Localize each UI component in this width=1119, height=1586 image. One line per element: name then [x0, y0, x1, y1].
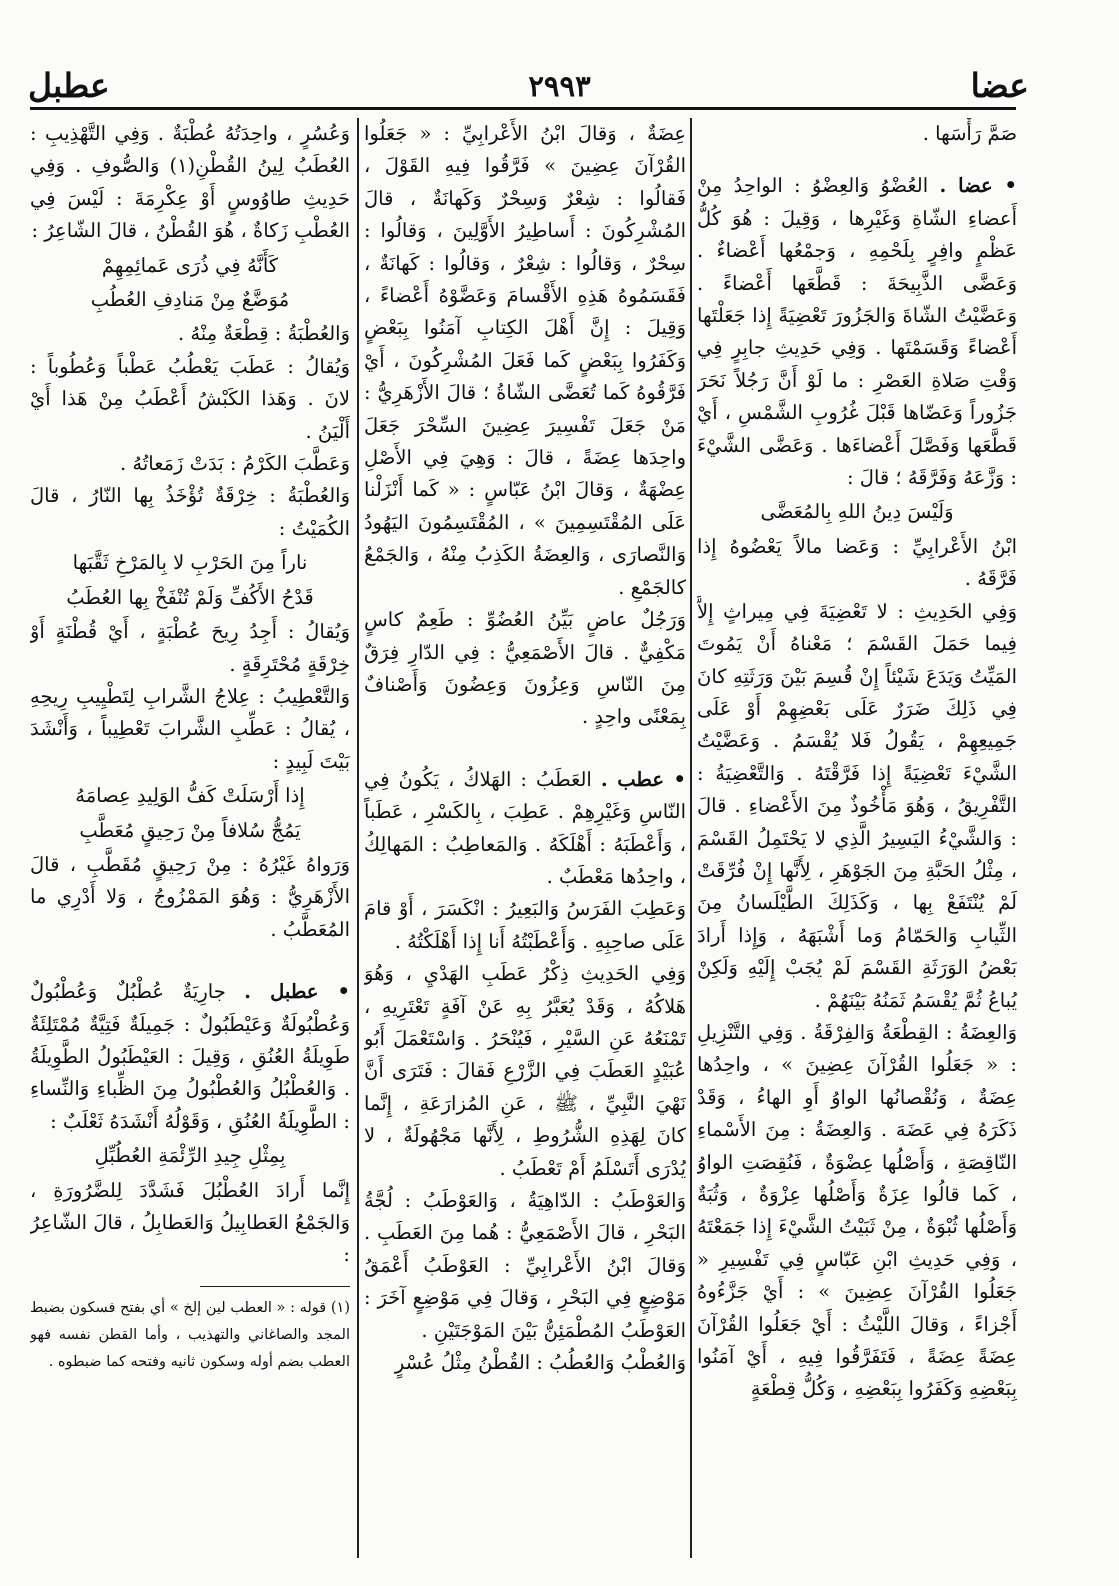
header-rule: [30, 107, 1016, 110]
entry-atbal: [30, 976, 350, 1138]
paragraph: وَفِي الحَدِيثِ : لا تَعْضِيَةَ فِي مِيراثٍ إِلاَّ فِيما حَمَلَ القَسْمَ ؛ مَعْناهُ أَنْ يَمُوتَ المَيِّتُ وَيَدَعَ شَيْئاً إِنْ قُسِمَ بَيْنَ وَرَثَتِهِ كانَ فِي ذَلِكَ ضَرَرٌ عَلَى بَعْضِهِمْ أَوْ عَلَى جَمِيعِهِمْ ، يَقُولُ فَلا يُقْسَمُ . وَعَضَّيْتُ الشَّيْءَ تَعْضِيَةً إِذا فَرَّقْتَهُ . وَالتَّعْضِيَةُ : التَّفْرِيقُ ، وَهُوَ مَأْخُوذٌ مِنَ الأَعْضاءِ . قالَ : وَالشَّيْءُ اليَسِيرُ الَّذِي لا يَحْتَمِلُ القَسْمَ ، مِثْلُ الحَبَّةِ مِنَ الجَوْهَرِ ، لِأَنَّها إِنْ فُرِّقَتْ لَمْ يُنْتَفَعْ بِها ، وَكَذَلِكَ الطَّيْلَسانُ مِنَ الثِّيابِ وَالحَمّامُ وَما أَشْبَهَهُ ، وَإِذا أَرادَ بَعْضُ الوَرَثَةِ القَسْمَ لَمْ يُجَبْ إِلَيْهِ وَلَكِنْ يُباعُ ثُمَّ يُقْسَمُ ثَمَنُهُ بَيْنَهُمْ .: [697, 599, 1017, 1012]
column-divider: [690, 118, 692, 1558]
paragraph: وَالعُطْبَةُ : قِطْعَةٌ مِنْهُ .: [177, 322, 350, 346]
paragraph: ابْنُ الأَعْرابِيِّ : وَعَضا مالاً يَعْضُوهُ إِذا فَرَّقَهُ .: [697, 534, 1017, 591]
entry-ada: [697, 170, 1017, 494]
page-number: ٢٩٩٣: [528, 69, 591, 103]
entry-text: العُضْوُ وَالعِضْوُ : الواحِدُ مِنْ أَعضاءِ الشّاةِ وَغَيْرِها ، وَقِيلَ : هُوَ كُلُّ عَظْمٍ وافِرٍ بِلَحْمِهِ ، وَجمْعُها أَعْضاءٌ . وَعَضَّى الذَّبِيحَةَ : قَطَّعَها أَعْضاءً . وَعَضَّيْتُ الشّاةَ وَالجَزُورَ تَعْضِيَةً إِذا جَعَلْتَها أَعْضاءً وَقَسَمْتَها . وَفِي حَدِيثِ جابِرٍ فِي وَقْتِ صَلاةِ العَصْرِ : ما لَوْ أَنَّ رَجُلاً نَحَرَ جَزُوراً وَعَضّاها قَبْلَ غُرُوبِ الشَّمْسِ ، أَيْ قَطَّعَها وَفَصَّلَ أَعْضاءَها . وَعَضَّى الشَّيْءَ : وَزَّعَهُ وَفَرَّقَهُ ؛ قالَ :: [697, 174, 1017, 490]
paragraph: وَعَطَّبَ الكَرْمُ : بَدَتْ زَمَعاتُهُ .: [119, 452, 350, 476]
entry-headword: • عضا .: [939, 174, 1017, 198]
paragraph: وَرَواهُ غَيْرُهُ : مِنْ رَحِيقٍ مُقَطَّبِ ، قالَ الأَزْهَرِيُّ : وَهُوَ المَمْزُوجُ ، وَلا أَدْرِي ما المُعَطَّبُ .: [30, 852, 350, 941]
paragraph: وَيُقالُ : عَطَبَ يَعْطُبُ عَطْباً وَعُطُوباً : لانَ . وَهَذا الكَبْشُ أَعْطَبُ مِنْ هَذا أَيْ أَلْيَنُ .: [30, 354, 350, 443]
entry-text: جارِيَةٌ عُطْبُلٌ وَعُطْبُولٌ وَعُطْبُولَةٌ وَعَيْطَبُولٌ : جَمِيلَةٌ فَتِيَّةٌ مُمْتَلِئَةٌ طَوِيلَةُ العُنُقِ ، وَقِيلَ : العَيْطَبُولُ الطَّوِيلَةُ . وَالعُطْبُلُ وَالعُطْبُولُ مِنَ الظِّباءِ وَالنِّساءِ : الطَّوِيلَةُ العُنُقِ ، وَقَوْلُهُ أَنْشَدَهُ ثَعْلَبٌ :: [30, 980, 350, 1133]
paragraph: وَرَجُلٌ عاضٍ بَيِّنُ العُضُوِّ : طَعِمٌ كاسٍ مَكْفِيٌّ . قالَ الأَصْمَعِيُّ : فِي الدّارِ فِرَقٌ مِنَ النّاسِ وَعِزُونَ وَعِضُونَ وَأَصْنافٌ بِمَعْنًى واحِدٍ .: [364, 608, 686, 729]
paragraph: وَالتَّعْطِيبُ : عِلاجُ الشَّرابِ لِتَطْيِيبِ رِيحِهِ ، يُقالُ : عَطِّبِ الشَّرابَ تَعْطِيباً ، وَأَنْشَدَ بَيْتَ لَبِيدٍ :: [30, 684, 350, 773]
verse-line: كَأَنَّهُ فِي ذُرَى عَمائِمِهِمْ: [101, 253, 279, 277]
paragraph: وَالعُطْبَةُ : خِرْقَةٌ تُؤْخَذُ بِها النّارُ ، قالَ الكُمَيْتُ :: [30, 484, 350, 540]
verse-line: بِمِثْلِ جِيدِ الرِّئْمَةِ العُطُبِّلِ: [94, 1144, 286, 1168]
paragraph: وَعُسُرٍ ، واحِدَتُهُ عُطْبَةٌ . وَفِي التَّهْذِيبِ : العُطَبُ لِينُ القُطْنِ(١) وَالصُّوفِ . وَفِي حَدِيثِ طاوُوسٍ أَوْ عِكْرِمَةَ : لَيْسَ فِي العُطْبِ زَكاةٌ ، هُوَ القُطْنُ ، قالَ الشّاعِرُ :: [30, 122, 350, 243]
paragraph: وَفِي الحَدِيثِ ذِكْرُ عَطَبِ الهَدْيِ ، وَهُوَ هَلاكُهُ ، وَقَدْ يُعَبَّرُ بِهِ عَنْ آفَةٍ تَعْتَرِيهِ ، تَمْنَعُهُ عَنِ السَّيْرِ ، فَيُنْحَرُ . وَاسْتَعْمَلَ أَبُو عُبَيْدٍ العَطَبَ فِي الزَّرْعِ فَقالَ : فَتَرَى أَنَّ نَهْيَ النَّبِيِّ ، ﷺ ، عَنِ المُزارَعَةِ ، إِنَّما كانَ لِهَذِهِ الشُّرُوطِ ، لِأَنَّها مَجْهُولَةٌ ، لا يُدْرَى أَتَسْلَمُ أَمْ تَعْطَبُ .: [364, 962, 686, 1180]
verse-line: يَمُجُّ سُلافاً مِنْ رَحِيقٍ مُعَطَّبِ: [79, 818, 301, 842]
paragraph: وَيُقالُ : أَجِدُ رِيحَ عُطْبَةٍ ، أَيْ قُطْنَةٍ أَوْ خِرْقَةٍ مُحْتَرِقَةٍ .: [30, 620, 350, 676]
entry-atab: [364, 764, 686, 894]
running-head-left: عطبل: [28, 66, 110, 105]
entry-headword: • عطب .: [600, 767, 686, 791]
verse-line: إِذا أَرْسَلَتْ كَفُّ الوَلِيدِ عِصامَهُ: [75, 784, 305, 808]
column-divider: [357, 118, 359, 1558]
footnote-rule: [200, 1286, 350, 1287]
entry-text: العَطَبُ : الهَلاكُ ، يَكُونُ فِي النّاسِ وَغَيْرِهِمْ . عَطِبَ ، بِالكَسْرِ ، عَطَباً ، وَأَعْطَبَهُ : أَهْلَكَهُ . وَالمَعاطِبُ : المَهالِكُ ، واحِدُها مَعْطَبٌ .: [364, 767, 686, 888]
verse-line: ناراً مِنَ الحَرْبِ لا بِالمَرْخِ ثَقَّبَها: [72, 551, 308, 575]
footnote: (١) قوله : « العطب لين إلخ » أي بفتح فسكون بضبط المجد والصاغاني والتهذيب ، وأما القطن نفسه فهو العطب بضم أوله وسكون ثانيه وفتحه كما ضبطوه .: [30, 1299, 350, 1370]
verse-line: مُوَضَّعٌ مِنْ مَنادِفِ العُطُبِ: [90, 288, 290, 312]
verse-line: قَدْحُ الأَكُفِّ وَلَمْ تُنْفَخْ بِها العُطَبُ: [66, 585, 314, 609]
paragraph: وَالعُطْبُ وَالعُطُبُ : القُطْنُ مِثْلُ عُسْرٍ: [394, 1351, 686, 1375]
paragraph: وَالعَوْطَبُ : الدّاهِيَةُ ، وَالعَوْطَبُ : لُجَّةُ البَحْرِ ، قالَ الأَصْمَعِيُّ : هُما مِنَ العَطَبِ . وَقالَ ابْنُ الأَعْرابِيِّ : العَوْطَبُ أَعْمَقُ مَوْضِعٍ فِي البَحْرِ ، وَقالَ فِي مَوْضِعٍ آخَرَ : العَوْطَبُ المُطْمَئِنُّ بَيْنَ المَوْجَتَيْنِ .: [364, 1189, 686, 1342]
column-left: [30, 118, 350, 1558]
verse-line: وَلَيْسَ دِينُ اللهِ بِالمُعَضَّى: [760, 500, 954, 524]
paragraph: صَمَّ رَأْسَها .: [922, 122, 1017, 145]
column-middle: [364, 118, 686, 1558]
entry-headword: • عطبل .: [244, 980, 350, 1004]
running-head-right: عضا: [970, 66, 1029, 105]
paragraph: وَعَطِبَ الفَرَسُ وَالبَعِيرُ : انْكَسَرَ ، أَوْ قامَ عَلَى صاحِبِهِ . وَأَعْطَبْتُهُ أَنا إِذا أَهْلَكْتُهُ .: [364, 897, 686, 953]
paragraph: وَالعِضَةُ : القِطْعَةُ وَالفِرْقَةُ . وَفِي التَّنْزِيلِ : « جَعَلُوا القُرْآنَ عِضِينَ » ، واحِدُها عِضَةٌ ، وَنُقْصانُها الواوُ أَوِ الهاءُ ، وَقَدْ ذَكَرَهُ فِي عَضَهَ . وَالعِضَةُ : مِنَ الأَسْماءِ النّاقِصَةِ ، وَأَصْلُها عِضْوَةٌ ، فَنُقِصَتِ الواوُ ، كَما قالُوا عِزَةٌ وَأَصْلُها عِزْوَةٌ ، وَثُبَةٌ وَأَصْلُها ثُبْوَةٌ ، مِنْ ثَبَيْتُ الشَّيْءَ إِذا جَمَعْتَهُ ، وَفِي حَدِيثِ ابْنِ عَبّاسٍ فِي تَفْسِيرِ « جَعَلُوا القُرْآنَ عِضِينَ » : أَيْ جَزَّءُوهُ أَجْزاءً ، وَقالَ اللَّيْثُ : أَيْ جَعَلُوا القُرْآنَ عِضَةً عِضَةً ، فَتَفَرَّقُوا فِيهِ ، أَيْ آمَنُوا بِبَعْضِهِ وَكَفَرُوا بِبَعْضِهِ ، وَكُلُّ قِطْعَةٍ: [697, 1020, 1017, 1401]
paragraph: إِنَّما أَرادَ العُطْبُلَ فَشَدَّدَ لِلضَّرُورَةِ ، وَالجَمْعُ العَطابِيلُ وَالعَطابِلُ ، قالَ الشّاعِرُ :: [30, 1178, 350, 1267]
paragraph: عِضَةٌ ، وَقالَ ابْنُ الأَعْرابِيِّ : « جَعَلُوا القُرْآنَ عِضِينَ » فَرَّقُوا فِيهِ القَوْلَ ، فَقالُوا : شِعْرٌ وَسِحْرٌ وَكَهانَةٌ ، قالَ المُشْرِكُونَ : أَساطِيرُ الأَوَّلِينَ ، وَقالُوا : سِحْرٌ ، وَقالُوا : شِعْرٌ ، وَقالُوا : كَهانَةٌ ، فَقَسَمُوهُ هَذِهِ الأَقْسامَ وَعَضَّوْهُ أَعْضاءً ، وَقِيلَ : إِنَّ أَهْلَ الكِتابِ آمَنُوا بِبَعْضٍ وَكَفَرُوا بِبَعْضٍ كَما فَعَلَ المُشْرِكُونَ ، أَيْ فَرَّقُوهُ كَما تُعَضَّى الشّاةُ ؛ قالَ الأَزْهَرِيُّ : مَنْ جَعَلَ تَفْسِيرَ عِضِينَ السِّحْرَ جَعَلَ واحِدَها عِضَةً ، قالَ : وَهِيَ فِي الأَصْلِ عِضْهَةٌ ، وَقالَ ابْنُ عَبّاسٍ : « كَما أَنْزَلْنا عَلَى المُقْتَسِمِينَ » ، المُقْتَسِمُونَ اليَهُودُ وَالنَّصارَى ، وَالعِضَةُ الكَذِبُ مِنْهُ ، وَالجَمْعُ كالجَمْعِ .: [364, 122, 686, 599]
column-right: [697, 118, 1017, 1558]
